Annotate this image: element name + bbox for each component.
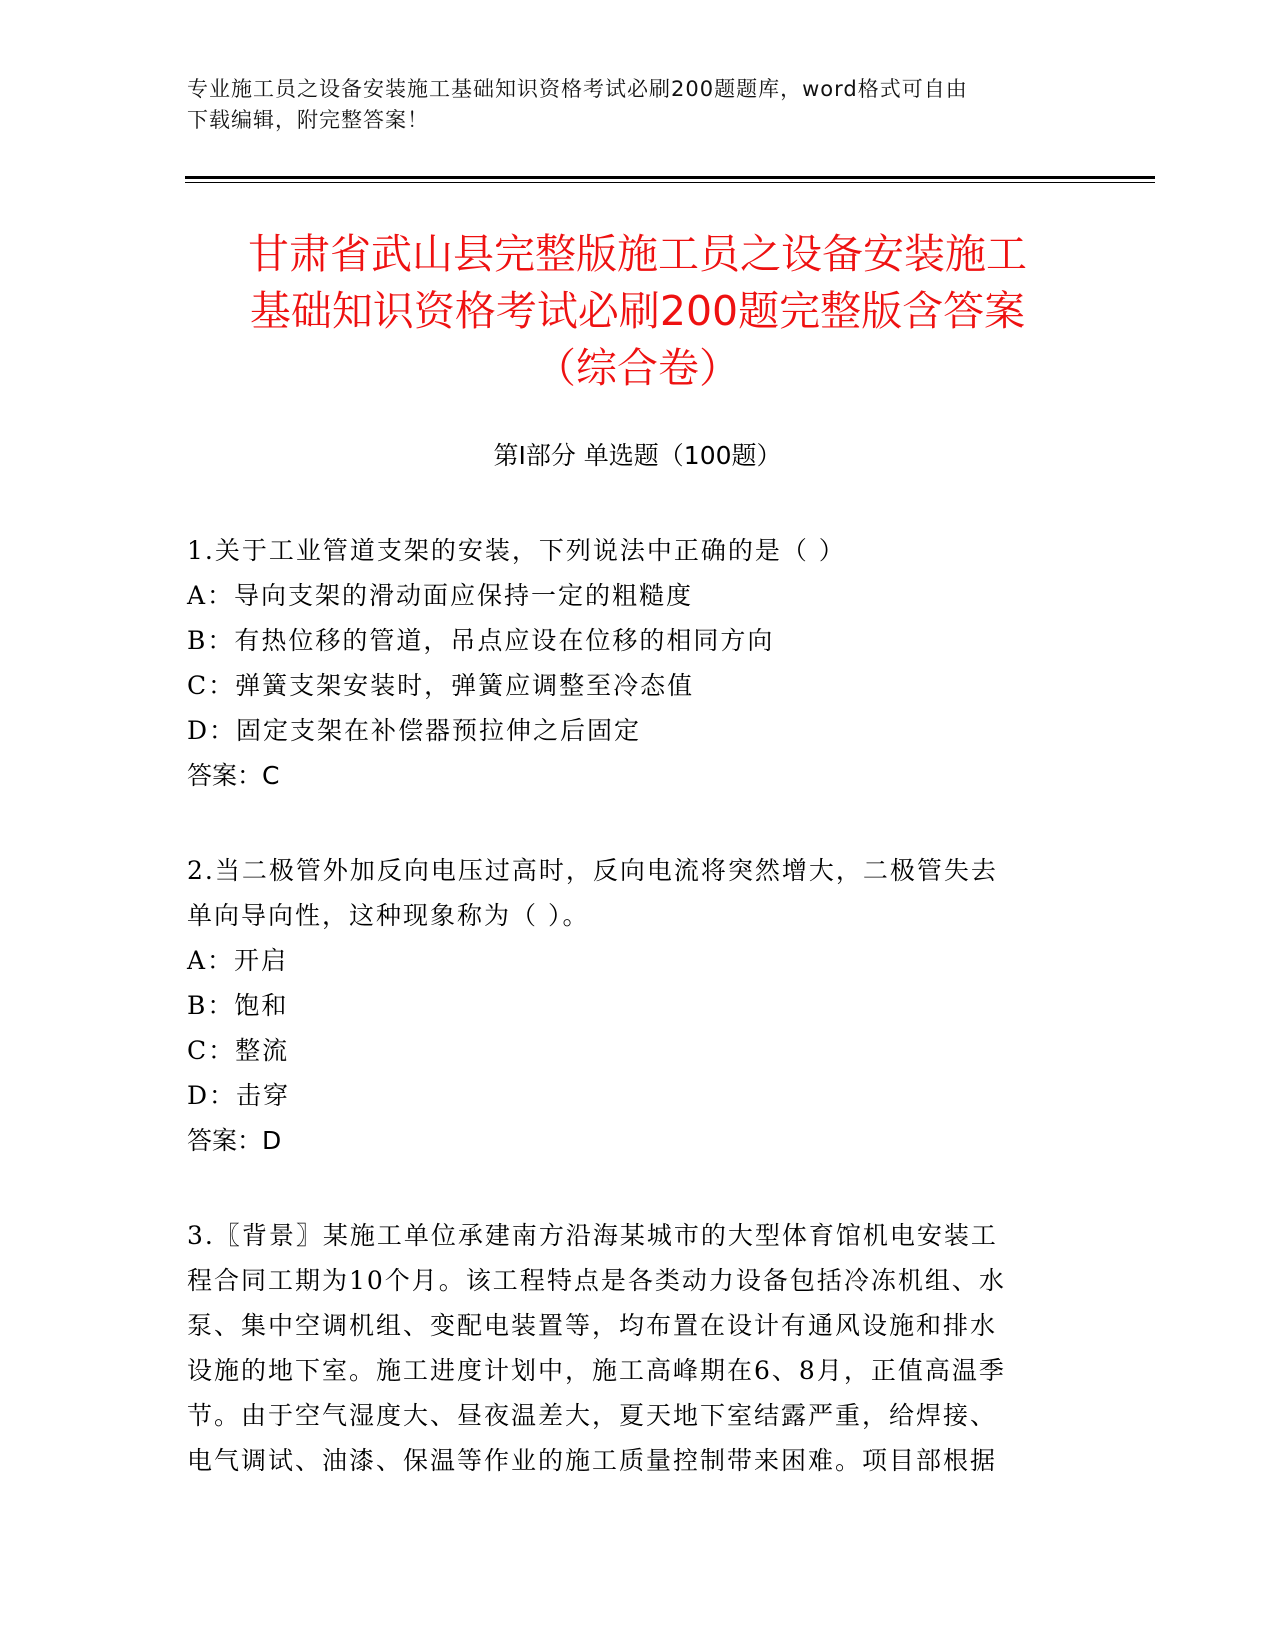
title-line: （综合卷）	[535, 344, 740, 392]
option-b: B：有热位移的管道，吊点应设在位移的相同方向	[187, 626, 775, 655]
question-stem-line: 电气调试、油漆、保温等作业的施工质量控制带来困难。项目部根据	[187, 1446, 998, 1475]
header-note-line: 下载编辑，附完整答案！	[187, 108, 429, 132]
option-b: B：饱和	[187, 991, 289, 1020]
title-line: 甘肃省武山县完整版施工员之设备安装施工	[248, 230, 1027, 278]
question-stem	[187, 1213, 1087, 1483]
question-stem-line: 3.〖背景〗某施工单位承建南方沿海某城市的大型体育馆机电安装工	[187, 1221, 998, 1250]
section-heading: 第Ⅰ部分 单选题（100题）	[493, 441, 782, 470]
question-2	[187, 848, 1087, 1163]
answer: 答案：C	[187, 761, 280, 790]
question-stem-line: 设施的地下室。施工进度计划中，施工高峰期在6、8月，正值高温季	[187, 1356, 1006, 1385]
question-stem	[187, 848, 1087, 938]
question-stem-line: 单向导向性，这种现象称为（ ）。	[187, 901, 590, 930]
question-3	[187, 1213, 1087, 1483]
header-note	[187, 74, 1087, 136]
question-stem-line: 2.当二极管外加反向电压过高时，反向电流将突然增大，二极管失去	[187, 856, 998, 885]
option-d: D：固定支架在补偿器预拉伸之后固定	[187, 716, 642, 745]
question-stem	[187, 528, 1087, 573]
option-a: A：导向支架的滑动面应保持一定的粗糙度	[187, 581, 694, 610]
option-a: A：开启	[187, 946, 289, 975]
question-1	[187, 528, 1087, 798]
answer: 答案：D	[187, 1126, 282, 1155]
option-c: C：弹簧支架安装时，弹簧应调整至冷态值	[187, 671, 695, 700]
question-stem-line: 1.关于工业管道支架的安装，下列说法中正确的是（ ）	[187, 536, 846, 565]
question-stem-line: 节。由于空气湿度大、昼夜温差大，夏天地下室结露严重，给焊接、	[187, 1401, 998, 1430]
header-divider-thick	[185, 176, 1155, 179]
option-d: D：击穿	[187, 1081, 291, 1110]
header-note-line: 专业施工员之设备安装施工基础知识资格考试必刷200题题库，word格式可自由	[187, 77, 968, 101]
document-title	[140, 226, 1135, 397]
header-divider-thin	[185, 182, 1155, 183]
question-stem-line: 程合同工期为10个月。该工程特点是各类动力设备包括冷冻机组、水	[187, 1266, 1006, 1295]
option-c: C：整流	[187, 1036, 290, 1065]
question-stem-line: 泵、集中空调机组、变配电装置等，均布置在设计有通风设施和排水	[187, 1311, 998, 1340]
title-line: 基础知识资格考试必刷200题完整版含答案	[249, 287, 1026, 335]
question-list	[187, 528, 1087, 1533]
